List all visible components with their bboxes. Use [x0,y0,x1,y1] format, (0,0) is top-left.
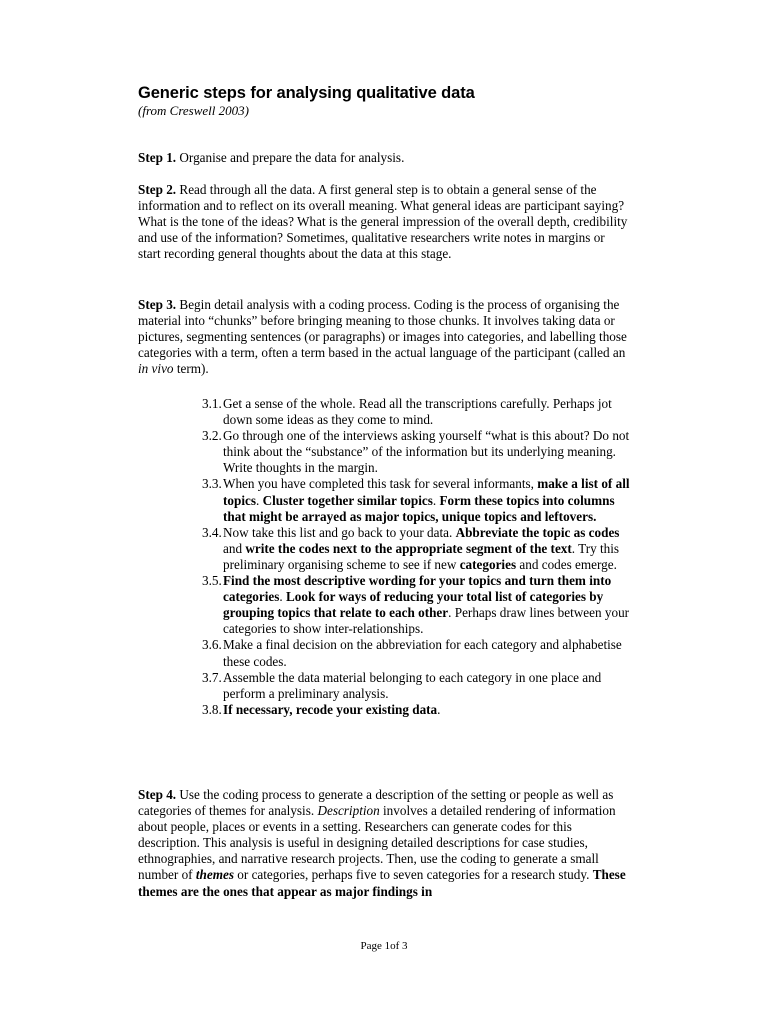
substep-number: 3.1. [202,396,222,411]
substep-bold-text: Cluster together similar topics [262,492,433,508]
step-3-text-a: Begin detail analysis with a coding process. Coding is the process of organising the material into “chunks” before bringing meaning to those chunks. It involves taking data or pictures, segmenting sentences (or paragraphs) or images into categories, and labelling those categories with a term, often a term based in the actual language of the participant (called an [138,297,627,361]
substep-number: 3.2. [202,428,222,444]
substep-number: 3.6. [202,637,222,653]
substep-number: 3.3. [202,476,222,492]
substep-text: and [223,540,246,556]
substep-text: Go through one of the interviews asking yourself “what is this about? Do not think about the “substance” of the information but its underlying meaning. Write thoughts in the margin. [223,428,630,476]
substep-bold-text: Look for ways of reducing your total list of categories by grouping topics that relate to each other [223,589,604,621]
step-2-text: Read through all the data. A first general step is to obtain a general sense of the information and to reflect on its overall meaning. What general ideas are participant saying? What is the tone of the ideas? What is the general impression of the overall depth, credibility and use of the information? Sometimes, qualitative researchers write notes in margins or start recording general thoughts about the data at this stage. [138,182,628,262]
step-3-term-italic: in vivo [138,361,174,377]
substep-3-1 [202,396,632,428]
step-1-text: Organise and prepare the data for analysis. [176,150,405,165]
step-1-label: Step 1. [138,150,177,165]
substep-text: . [279,589,286,605]
substep-bold-text: If necessary, recode your existing data [223,701,438,717]
step-4-bold-end: These themes are the ones that appear as major findings in [138,867,626,899]
substep-text: Get a sense of the whole. Read all the transcriptions carefully. Perhaps jot down some ideas as they come to mind. [223,396,612,428]
substep-text: . [437,701,441,717]
substep-3-2 [202,428,632,476]
step-3-label: Step 3. [138,297,177,312]
step-4-text-a: Use the coding process to generate a description of the setting or people as well as categories of themes for analysis. [138,787,614,819]
step-4-italic-description: Description [317,803,380,819]
step-3-text-b: term). [173,361,209,377]
substep-text: . [255,492,263,508]
step-2-paragraph [138,182,628,262]
step-4-bold-italic-themes: themes [195,867,234,883]
substep-number: 3.4. [202,524,222,540]
substep-number: 3.7. [202,669,222,685]
substep-bold-text: Find the most descriptive wording for your topics and turn them into categories [223,573,612,605]
step-4-paragraph [138,787,628,900]
substep-number: 3.5. [202,573,222,589]
substep-3-7 [202,670,632,702]
substep-text: When you have completed this task for several informants, [223,476,538,492]
substep-text: and codes emerge. [516,556,617,572]
substep-text: . [432,492,440,508]
substep-text: . Perhaps draw lines between your categories to show inter-relationships. [223,605,630,637]
step-4-label: Step 4. [138,787,177,802]
step-4-text-b: involves a detailed rendering of information about people, places or events in a setting. Researchers can generate codes for this description. This analysis is useful in designing detailed descriptions for case studies, ethnographies, and narrative research projects. Then, use the coding to generate a small number of [138,803,616,883]
step-3-paragraph [138,297,628,377]
step-2-label: Step 2. [138,182,177,197]
document-title: Generic steps for analysing qualitative data [138,84,475,102]
page-number-footer: Page 1of 3 [360,940,408,952]
substep-3-4 [202,525,632,573]
step-1-paragraph [138,150,628,166]
substep-bold-text: Abbreviate the topic as codes [455,524,620,540]
substep-bold-text: make a list of all topics [223,476,630,508]
substep-bold-text: write the codes next to the appropriate segment of the text [245,540,572,556]
substep-text: . Try this preliminary organising scheme to see if new [223,540,620,572]
substep-3-3 [202,476,632,524]
substep-text: Assemble the data material belonging to each category in one place and perform a preliminary analysis. [223,669,602,701]
substep-text: Make a final decision on the abbreviation for each category and alphabetise these codes. [223,637,622,669]
substep-bold-text: categories [459,556,517,572]
step-3-substeps-list [202,396,632,718]
substep-text: Now take this list and go back to your data. [223,524,456,540]
substep-bold-text: Form these topics into columns that might be arrayed as major topics, unique topics and leftovers. [223,492,615,524]
substep-number: 3.8. [202,701,222,717]
substep-3-8 [202,702,632,718]
substep-3-5 [202,573,632,637]
document-subtitle: (from Creswell 2003) [138,103,249,118]
substep-3-6 [202,637,632,669]
step-4-text-c: or categories, perhaps five to seven categories for a research study. [233,867,593,883]
